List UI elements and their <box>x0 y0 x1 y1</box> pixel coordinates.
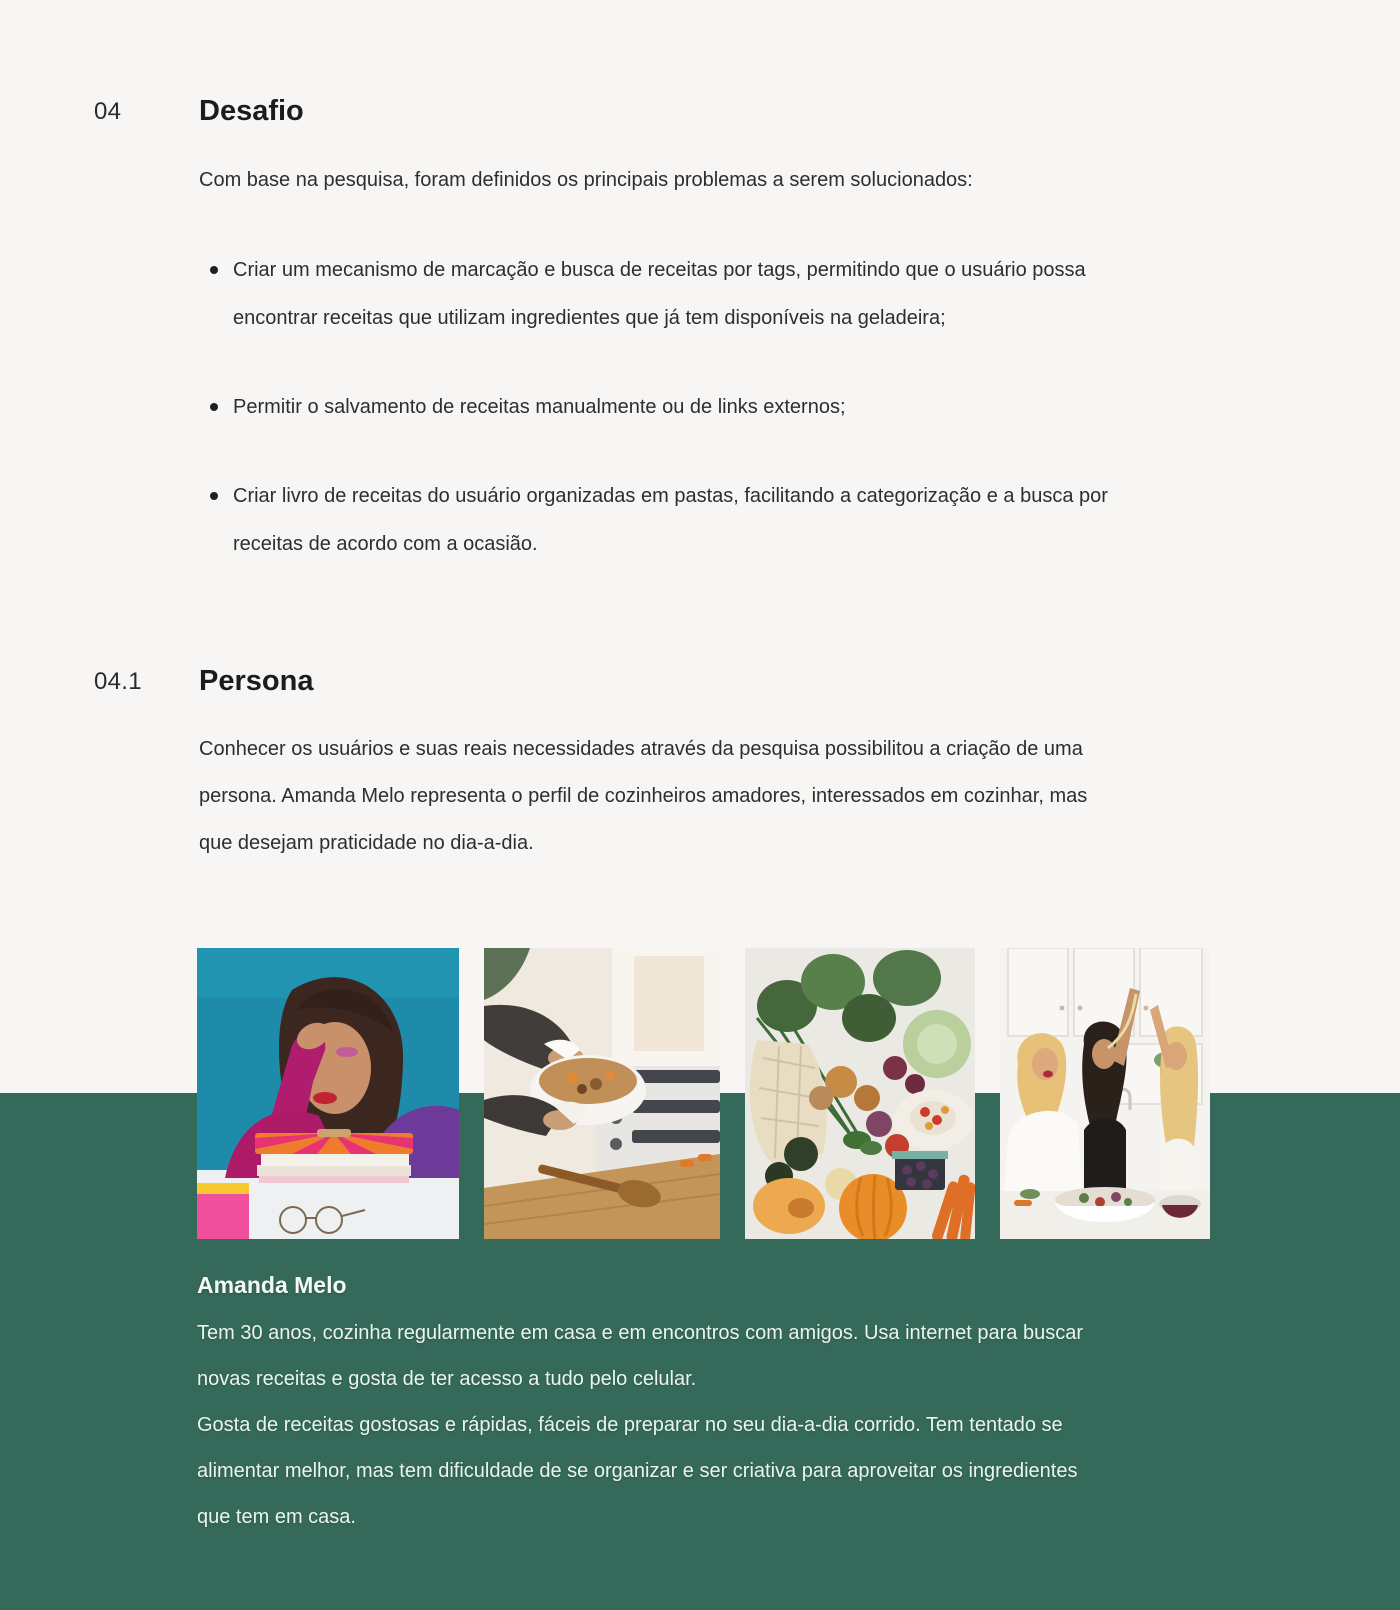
photo-cooking-pot-on-stove-image <box>484 948 720 1239</box>
persona-intro <box>199 726 1087 867</box>
persona-bio-line: que tem em casa. <box>197 1506 356 1528</box>
bullet-dot-icon <box>210 266 218 274</box>
persona-bio <box>197 1310 1083 1540</box>
desafio-bullet-list <box>199 246 1108 568</box>
bullet-dot-icon <box>210 492 218 500</box>
photo-woman-with-notebooks-image <box>197 948 459 1239</box>
bullet-line: Criar livro de receitas do usuário organizadas em pastas, facilitando a categorização e a busca por <box>233 485 1108 507</box>
bullet-line: Permitir o salvamento de receitas manualmente ou de links externos; <box>233 396 846 418</box>
bullet-item-recipe-book <box>199 472 1108 568</box>
desafio-title: Desafio <box>199 95 304 127</box>
persona-bio-line: Gosta de receitas gostosas e rápidas, fáceis de preparar no seu dia-a-dia corrido. Tem tentado se <box>197 1414 1063 1436</box>
bullet-dot-icon <box>210 403 218 411</box>
desafio-intro: Com base na pesquisa, foram definidos os principais problemas a serem solucionados: <box>199 169 973 191</box>
persona-profile <box>197 1271 1083 1540</box>
persona-bio-line: novas receitas e gosta de ter acesso a tudo pelo celular. <box>197 1368 697 1390</box>
photo-woman-with-notebooks <box>197 948 459 1239</box>
section-number-persona: 04.1 <box>94 668 142 695</box>
bullet-item-tags-search <box>199 246 1108 342</box>
persona-intro-line: que desejam praticidade no dia-a-dia. <box>199 832 534 854</box>
persona-bio-line: alimentar melhor, mas tem dificuldade de se organizar e ser criativa para aproveitar os ingredientes <box>197 1460 1078 1482</box>
photo-cooking-pot-on-stove <box>484 948 720 1239</box>
section-number-desafio: 04 <box>94 98 122 125</box>
persona-title: Persona <box>199 665 314 697</box>
persona-name: Amanda Melo <box>197 1272 347 1298</box>
photo-friends-in-kitchen-image <box>1000 948 1210 1239</box>
photo-friends-in-kitchen <box>1000 948 1210 1239</box>
photo-vegetables-flatlay <box>745 948 975 1239</box>
bullet-line: Criar um mecanismo de marcação e busca de receitas por tags, permitindo que o usuário possa <box>233 259 1086 281</box>
persona-intro-line: persona. Amanda Melo representa o perfil de cozinheiros amadores, interessados em cozinhar, mas <box>199 785 1088 807</box>
persona-bio-line: Tem 30 anos, cozinha regularmente em casa e em encontros com amigos. Usa internet para buscar <box>197 1322 1083 1344</box>
bullet-line: encontrar receitas que utilizam ingredientes que já tem disponíveis na geladeira; <box>233 307 946 329</box>
bullet-item-save-recipes <box>199 383 1108 431</box>
bullet-line: receitas de acordo com a ocasião. <box>233 533 538 555</box>
persona-intro-line: Conhecer os usuários e suas reais necessidades através da pesquisa possibilitou a criação de uma <box>199 738 1083 760</box>
photo-vegetables-flatlay-image <box>745 948 975 1239</box>
persona-photo-strip <box>197 948 1210 1239</box>
